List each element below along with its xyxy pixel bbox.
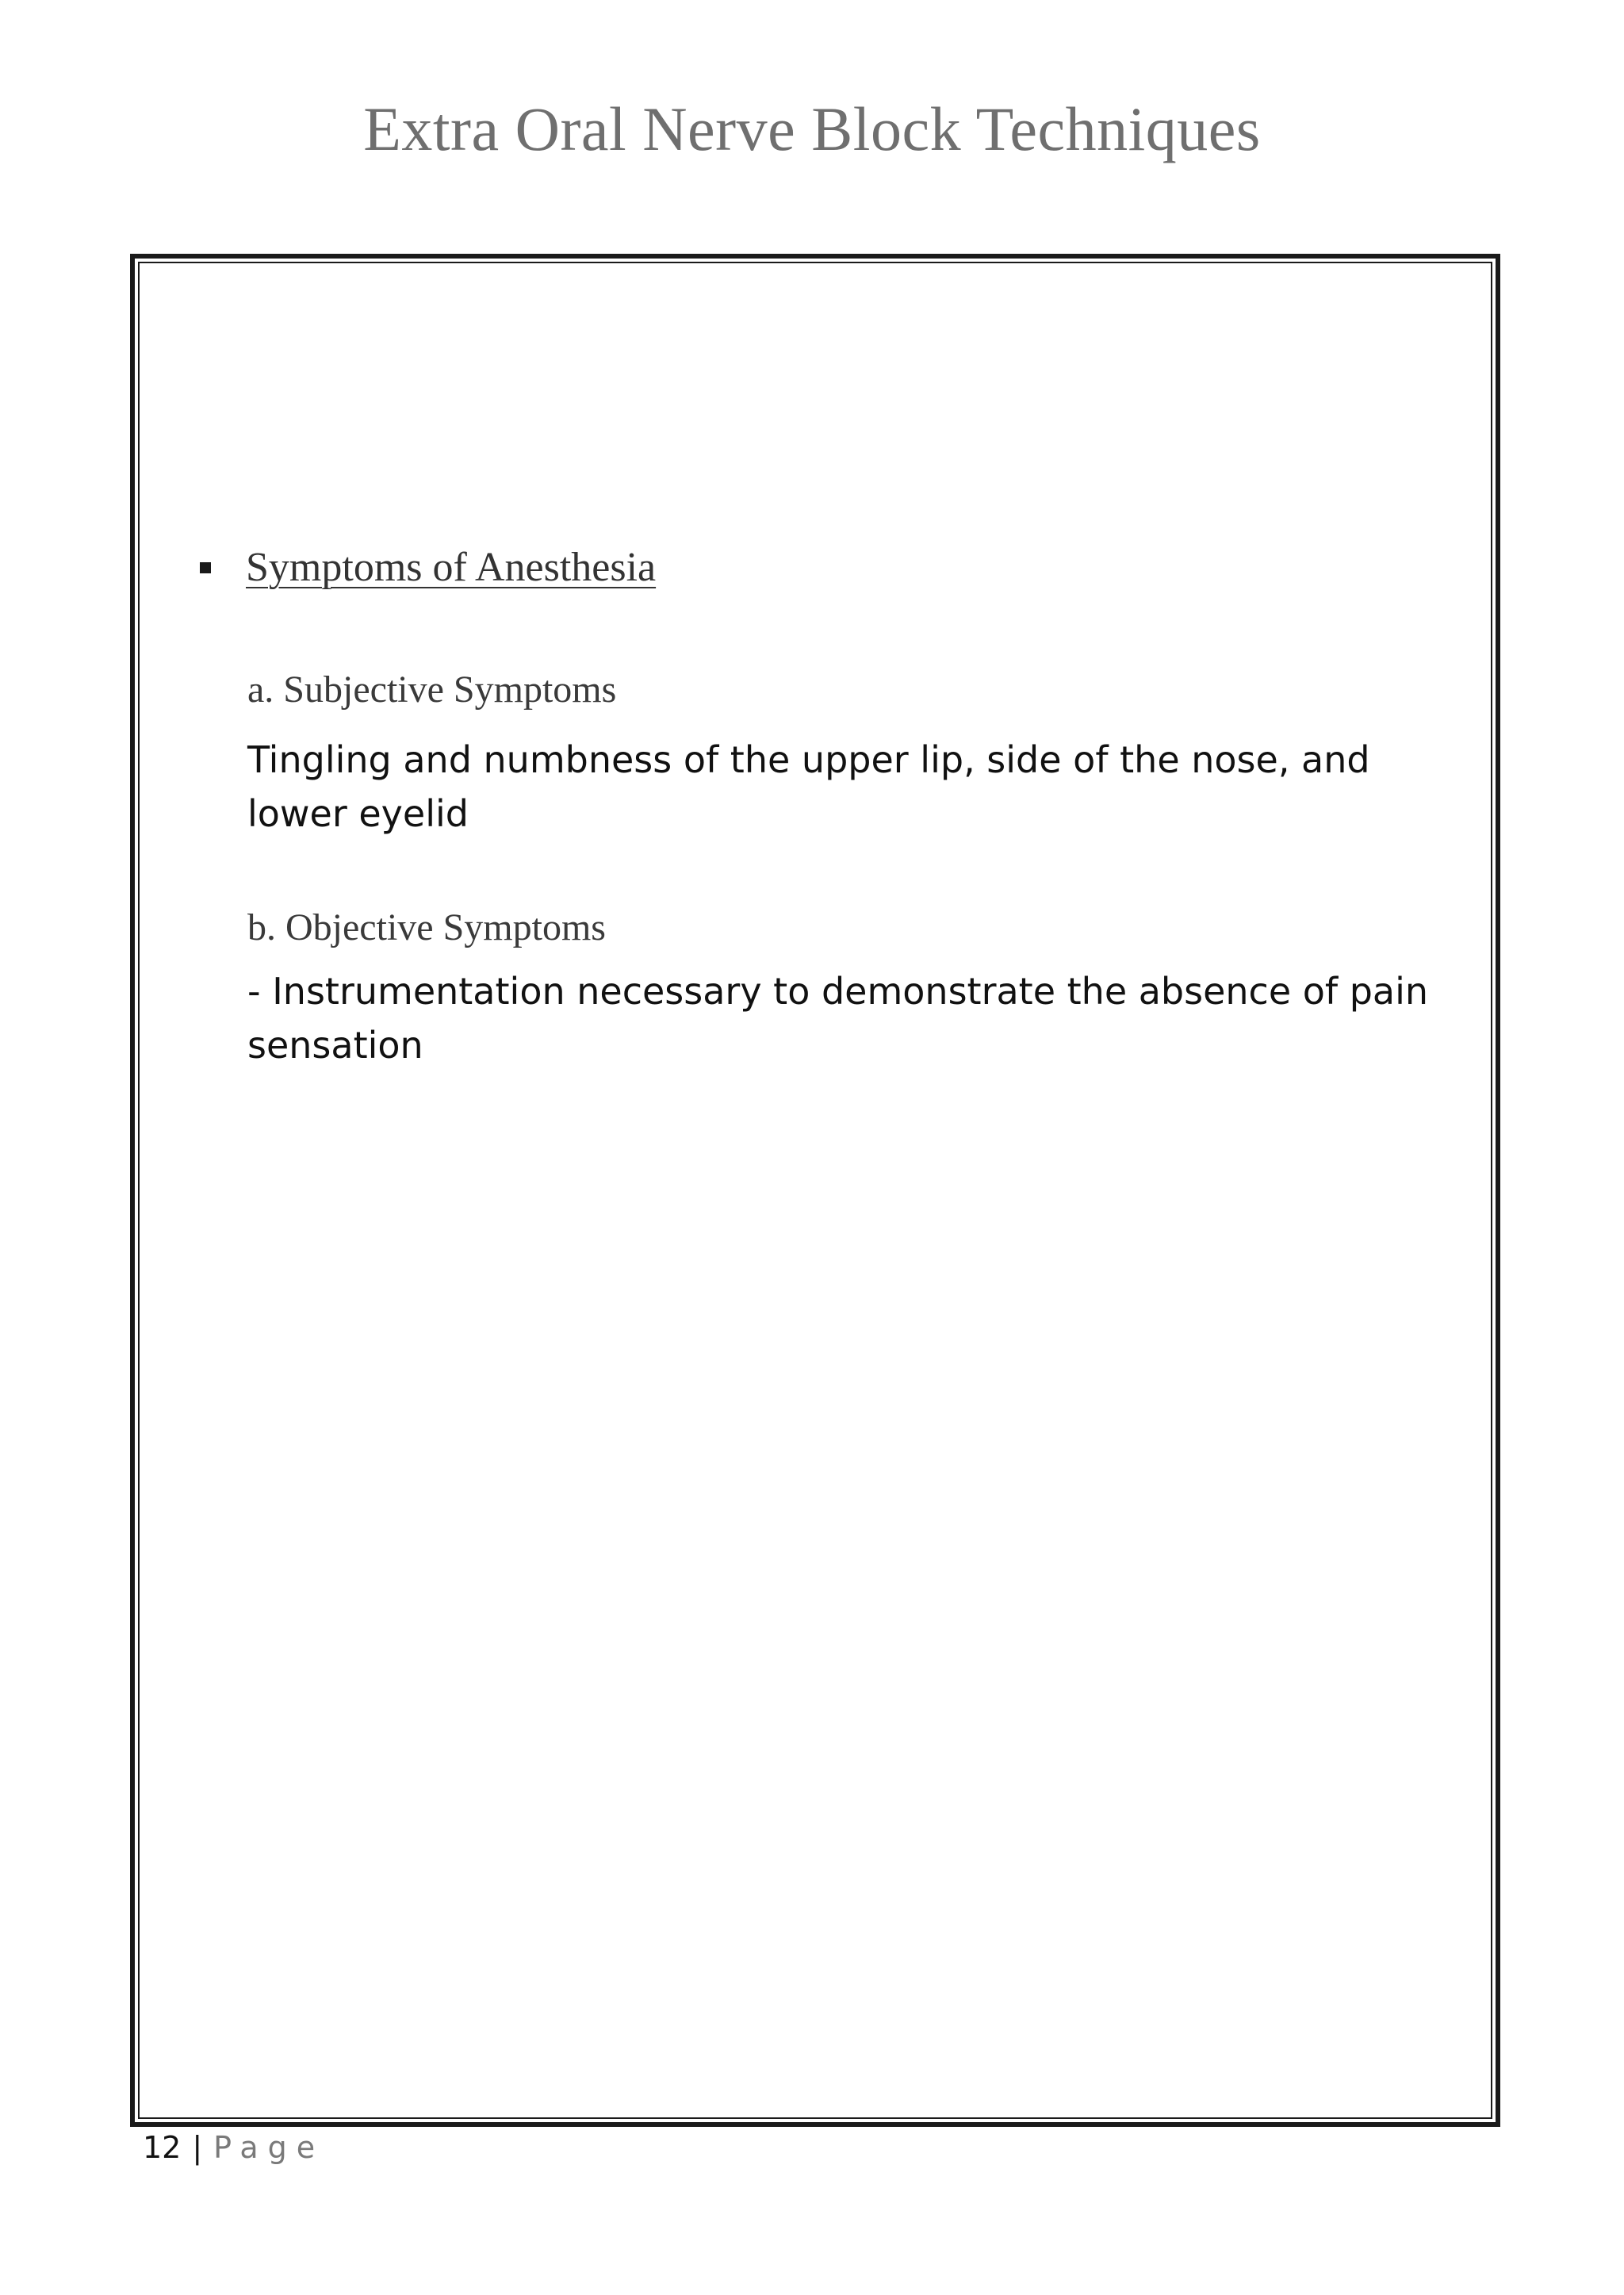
subjective-symptoms-text: Tingling and numbness of the upper lip, side of the nose, and lower eyelid: [247, 738, 1370, 835]
square-bullet-icon: [200, 562, 211, 573]
page-title: Extra Oral Nerve Block Techniques: [363, 94, 1261, 163]
page-footer: [143, 2130, 324, 2165]
subjective-symptoms-heading: a. Subjective Symptoms: [247, 669, 617, 711]
page-number: 12: [143, 2130, 182, 2165]
section-heading-row: [200, 544, 656, 591]
objective-symptoms-heading: b. Objective Symptoms: [247, 906, 606, 948]
page-label: Page: [213, 2130, 325, 2165]
page-border-inner: [138, 262, 1492, 2119]
objective-symptoms-text: - Instrumentation necessary to demonstrate the absence of pain sensation: [247, 970, 1429, 1067]
footer-separator: |: [192, 2130, 203, 2165]
section-heading: Symptoms of Anesthesia: [246, 545, 657, 590]
